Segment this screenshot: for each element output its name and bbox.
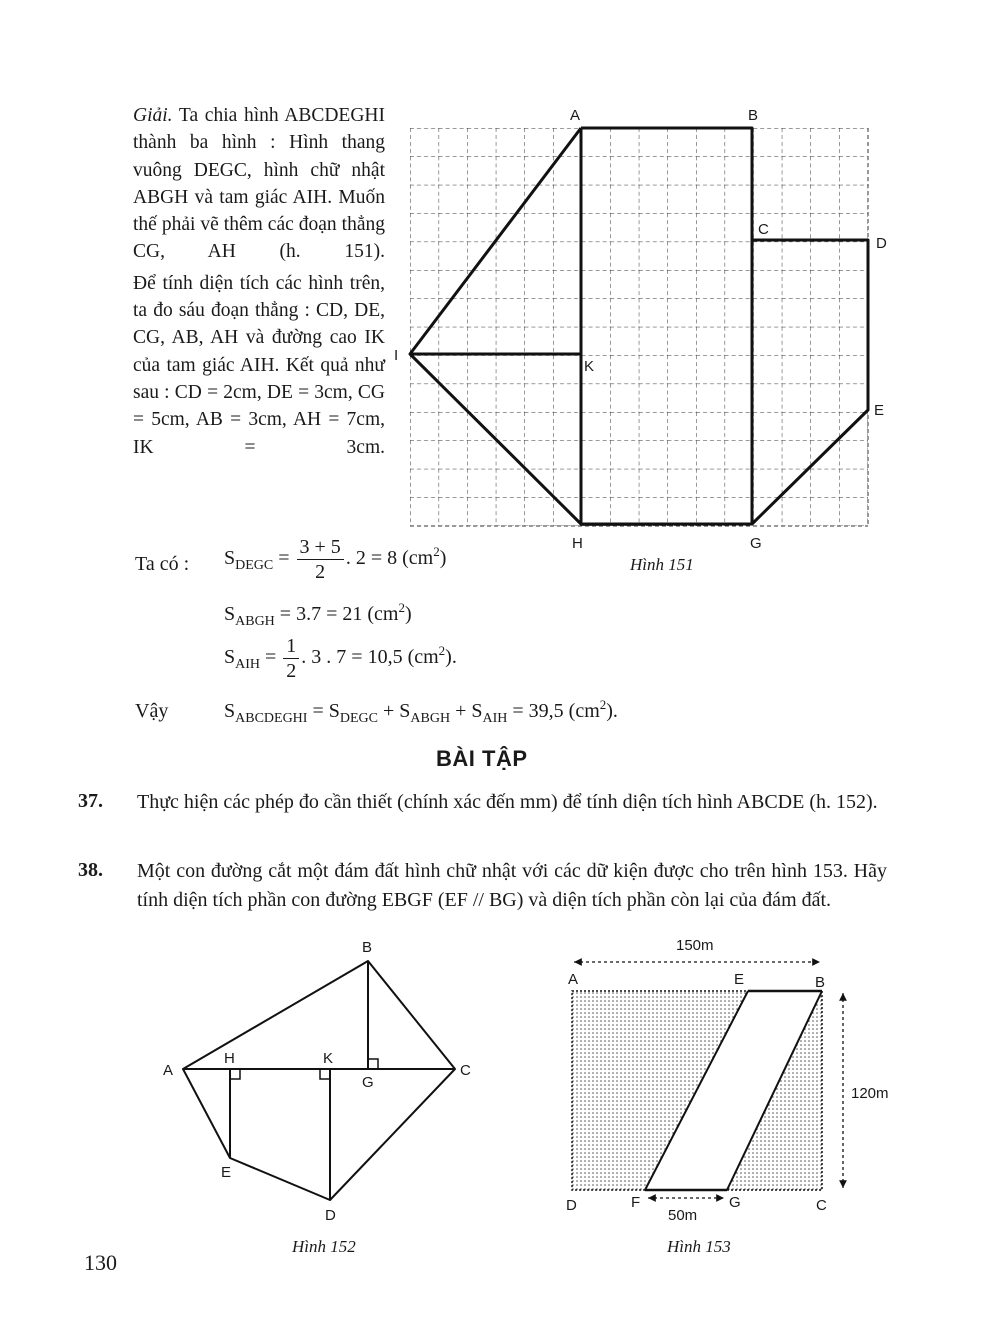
figure-153 [555, 930, 915, 1235]
fraction: $\frac{1}{2}$ [283, 634, 299, 683]
figure-151 [388, 100, 908, 580]
fig151-label-c: C [758, 221, 769, 238]
fig153-label-g: G [729, 1194, 741, 1211]
section-heading: BÀI TẬP [436, 746, 528, 771]
fig152-label-h: H [224, 1050, 235, 1067]
fig151-label-h: H [572, 535, 583, 552]
fig153-shapes [572, 991, 822, 1190]
vay-label: Vậy [135, 700, 169, 722]
fig152-label-g: G [362, 1074, 374, 1091]
fig153-height-label: 120m [851, 1085, 889, 1102]
solution-label: Giải. [133, 105, 173, 126]
page-number: 130 [84, 1250, 117, 1275]
fig152-caption: Hình 152 [292, 1237, 356, 1256]
fig152-label-k: K [323, 1050, 334, 1067]
fig153-caption: Hình 153 [667, 1237, 731, 1256]
fig151-label-i: I [394, 347, 399, 364]
exercise-37-text: Thực hiện các phép đo cần thiết (chính xác đến mm) để tính diện tích hình ABCDE (h. 152). [137, 791, 878, 813]
intro-para-1-text: Ta chia hình ABCDEGHI thành ba hình : Hình thang vuông DEGC, hình chữ nhật ABGH và tam giác AIH. Muốn thế phải vẽ thêm các đoạn thẳng CG, AH (h. 151). [133, 105, 385, 263]
fig152-label-d: D [325, 1207, 336, 1224]
fig153-label-e: E [734, 971, 745, 988]
fig153-width-label: 150m [676, 937, 714, 954]
fig151-label-e: E [874, 402, 885, 419]
intro-para-2: Để tính diện tích các hình trên, ta đo sáu đoạn thẳng : CD, DE, CG, AB, AH và đường cao IK của tam giác AIH. Kết quả như sau : CD = 2cm, DE = 3cm, CG = 5cm, AB = 3cm, AH = 7cm, IK = 3cm. [133, 272, 385, 458]
intro-para-1 [133, 102, 385, 266]
figure-152 [155, 935, 485, 1235]
fig151-label-b: B [748, 107, 759, 124]
fig152-label-e: E [221, 1164, 232, 1181]
fig151-label-a: A [570, 107, 581, 124]
fig153-label-a: A [568, 971, 579, 988]
taco-label: Ta có : [135, 553, 190, 575]
fig152-label-c: C [460, 1062, 471, 1079]
fig152-label-a: A [163, 1062, 174, 1079]
fig151-label-d: D [876, 235, 887, 252]
fig151-caption: Hình 151 [630, 555, 694, 574]
formula-degc: $S_{DEGC}$ = $\frac{3 + 5}{2}$ . 2 = 8 $(cm^2)$ [224, 536, 447, 583]
fig152-label-b: B [362, 939, 373, 956]
exercise-37-number: 37. [78, 790, 103, 812]
formula-abgh: $S_{ABGH} = 3.7 = 21$ $(cm^2)$ [224, 600, 412, 629]
fig153-road-label: 50m [668, 1207, 698, 1224]
exercise-38-number: 38. [78, 859, 103, 881]
exercise-38-text: Một con đường cắt một đám đất hình chữ nhật với các dữ kiện được cho trên hình 153. Hãy tính diện tích phần con đường EBGF (EF // BG) và diện tích phần còn lại của đám đất. [137, 860, 887, 911]
fraction: $\frac{3 + 5}{2}$ [297, 535, 344, 584]
formula-aih: $S_{AIH}$ = $\frac{1}{2}$ . 3 . 7 = 10,5 $(cm^2)$. [224, 635, 457, 682]
fig153-label-c: C [816, 1197, 827, 1214]
fig151-grid [410, 128, 868, 526]
fig153-label-f: F [631, 1194, 641, 1211]
fig151-label-k: K [584, 358, 595, 375]
fig151-label-g: G [750, 535, 762, 552]
fig153-label-b: B [815, 974, 826, 991]
fig153-label-d: D [566, 1197, 577, 1214]
intro-text [133, 102, 385, 465]
formula-total: $S_{ABCDEGHI} = S_{DEGC} + S_{ABGH} + S_{AIH} = 39,5$ $(cm^2)$. [224, 697, 618, 726]
